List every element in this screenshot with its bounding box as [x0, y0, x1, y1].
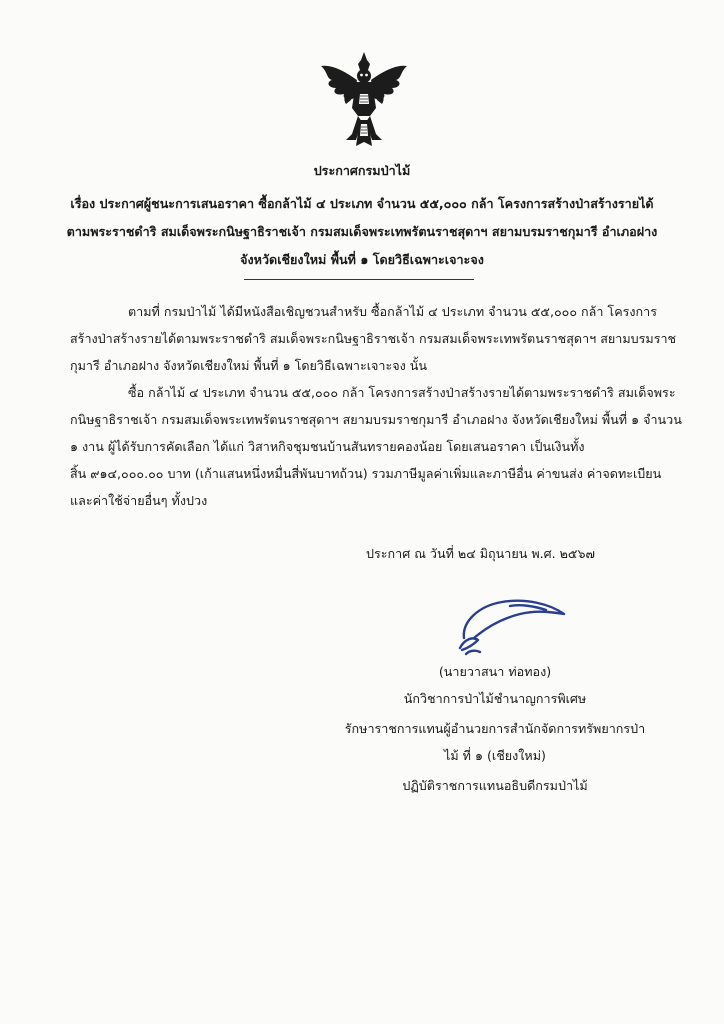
para2-line-5: และค่าใช้จ่ายอื่นๆ ทั้งปวง [70, 493, 208, 508]
signatory-position-1: นักวิชาการป่าไม้ชำนาญการพิเศษ [403, 691, 587, 706]
para1-line-2: สร้างป่าสร้างรายได้ตามพระราชดำริ สมเด็จพระกนิษฐาธิราชเจ้า กรมสมเด็จพระเทพรัตนราชสุดาฯ สยามบรมราช [70, 331, 677, 346]
signatory-name: (นายวาสนา ท่อทอง) [438, 664, 552, 679]
heading-divider [244, 279, 474, 280]
subject-line-3: จังหวัดเชียงใหม่ พื้นที่ ๑ โดยวิธีเฉพาะเจาะจง [240, 252, 484, 267]
garuda-emblem-icon [318, 50, 410, 148]
para1-line-1: ตามที่ กรมป่าไม้ ได้มีหนังสือเชิญชวนสำหรับ ซื้อกล้าไม้ ๔ ประเภท จำนวน ๕๕,๐๐๐ กล้า โครงการ [128, 304, 657, 319]
handwritten-signature-icon [450, 592, 570, 662]
announcement-date: ประกาศ ณ วันที่ ๒๔ มิถุนายน พ.ศ. ๒๕๖๗ [366, 546, 595, 561]
para2-line-3: ๑ งาน ผู้ได้รับการคัดเลือก ได้แก่ วิสาหกิจชุมชนบ้านสันทรายคองน้อย โดยเสนอราคา เป็นเงินทั้ง [70, 439, 585, 454]
para2-line-4: สิ้น ๙๑๔,๐๐๐.๐๐ บาท (เก้าแสนหนึ่งหมื่นสี่พันบาทถ้วน) รวมภาษีมูลค่าเพิ่มและภาษีอื่น ค่าขนส่ง ค่าจดทะเบียน [70, 466, 662, 481]
para2-line-2: กนิษฐาธิราชเจ้า กรมสมเด็จพระเทพรัตนราชสุดาฯ สยามบรมราชกุมารี อำเภอฝาง จังหวัดเชียงใหม่ พื้นที่ ๑ จำนวน [70, 412, 682, 427]
subject-line-1: เรื่อง ประกาศผู้ชนะการเสนอราคา ซื้อกล้าไม้ ๔ ประเภท จำนวน ๕๕,๐๐๐ กล้า โครงการสร้างป่าสร้างรายได้ [70, 196, 654, 211]
signatory-position-4: ปฏิบัติราชการแทนอธิบดีกรมป่าไม้ [402, 778, 588, 793]
signatory-position-3: ไม้ ที่ ๑ (เชียงใหม่) [444, 748, 546, 763]
document-title: ประกาศกรมป่าไม้ [313, 163, 411, 178]
subject-line-2: ตามพระราชดำริ สมเด็จพระกนิษฐาธิราชเจ้า กรมสมเด็จพระเทพรัตนราชสุดาฯ สยามบรมราชกุมารี อำเภอฝาง [66, 224, 658, 239]
signatory-position-2: รักษาราชการแทนผู้อำนวยการสำนักจัดการทรัพยากรป่า [344, 721, 646, 736]
para2-line-1: ซื้อ กล้าไม้ ๔ ประเภท จำนวน ๕๕,๐๐๐ กล้า โครงการสร้างป่าสร้างรายได้ตามพระราชดำริ สมเด็จพระ [128, 385, 676, 400]
para1-line-3: กุมารี อำเภอฝาง จังหวัดเชียงใหม่ พื้นที่ ๑ โดยวิธีเฉพาะเจาะจง นั้น [70, 358, 427, 373]
